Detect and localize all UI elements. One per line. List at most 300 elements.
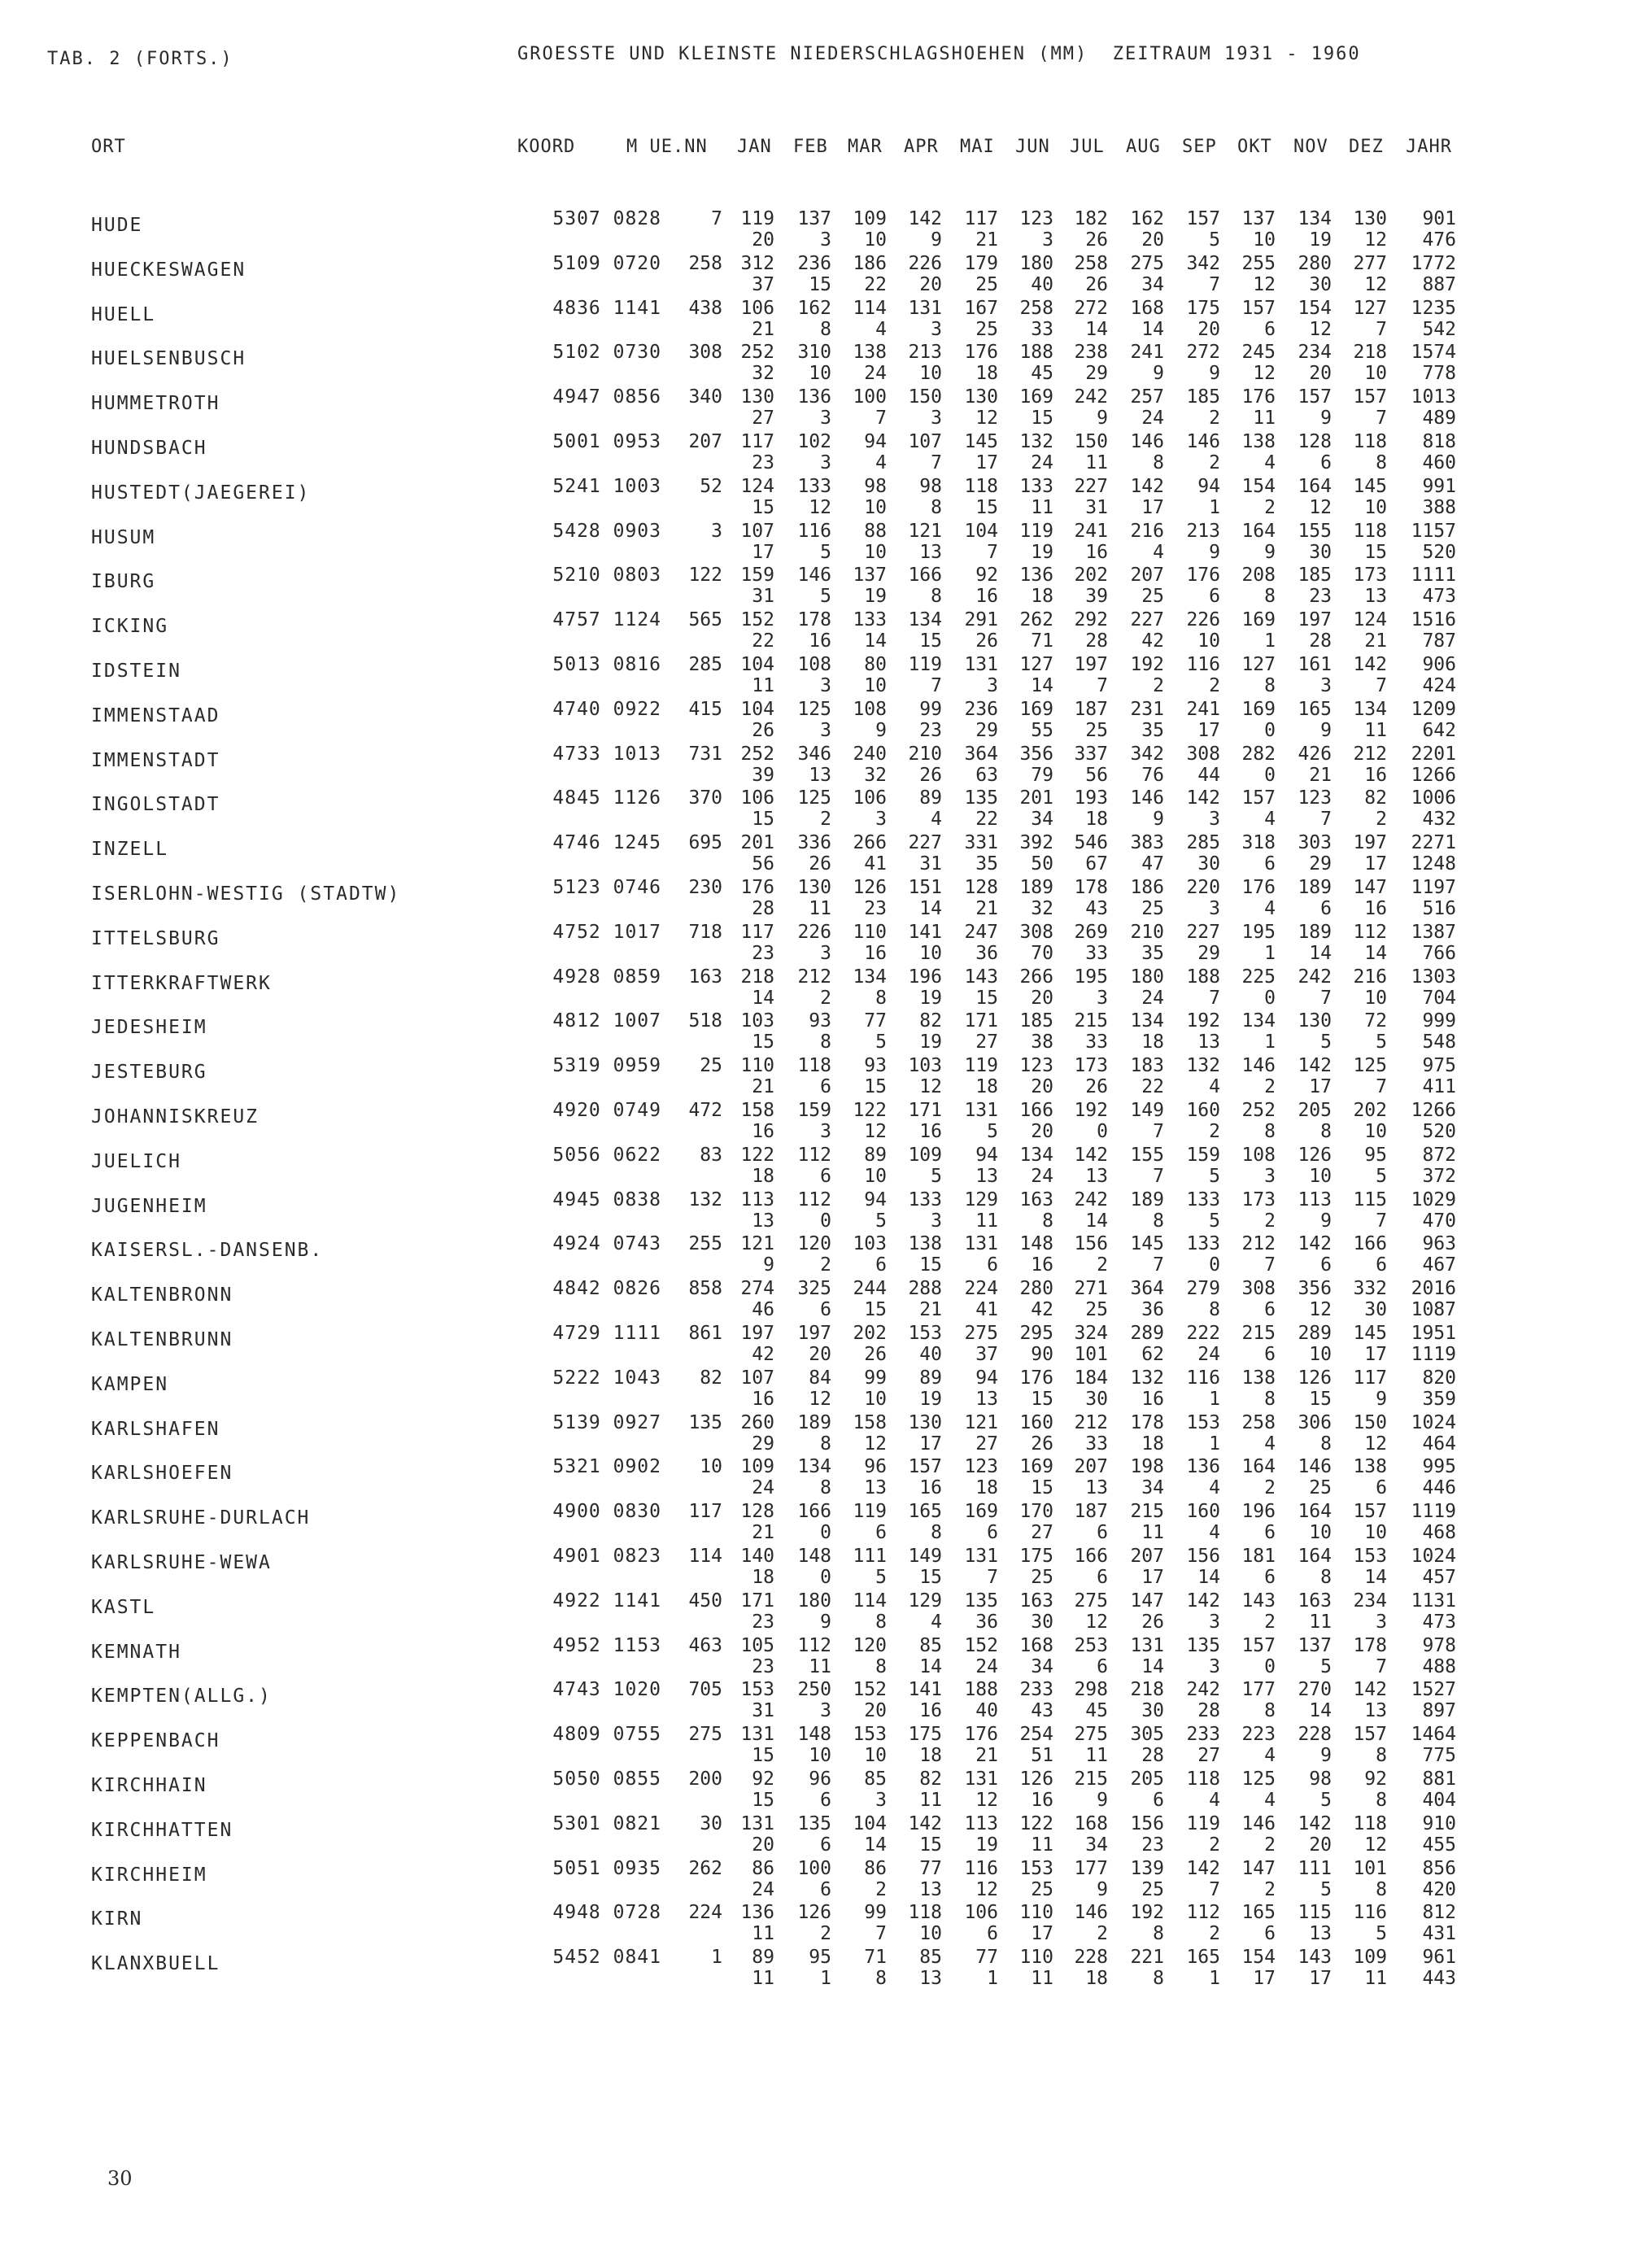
- max-value: 247: [964, 921, 998, 943]
- table-row: [0, 522, 1627, 568]
- max-value: 196: [908, 966, 942, 988]
- min-value: 2: [820, 1923, 831, 1945]
- min-value: 10: [1364, 1522, 1387, 1544]
- min-value: 8: [1153, 1210, 1164, 1232]
- max-value: 131: [964, 1546, 998, 1567]
- max-value: 356: [1298, 1278, 1332, 1300]
- max-value: 106: [740, 787, 774, 809]
- station-altitude: 262: [688, 1857, 722, 1879]
- min-value: 24: [1031, 1165, 1053, 1187]
- min-value: 9: [1320, 1745, 1332, 1767]
- min-value: 16: [919, 1700, 942, 1722]
- max-value: 901: [1422, 208, 1456, 229]
- max-value: 220: [1186, 877, 1220, 898]
- max-value: 136: [1019, 565, 1053, 587]
- column-header-month: MAR: [848, 137, 883, 157]
- max-value: 142: [1186, 1590, 1220, 1612]
- min-value: 3: [931, 408, 942, 430]
- min-value: 12: [1085, 1611, 1108, 1633]
- max-value: 124: [740, 475, 774, 497]
- min-value: 11: [1141, 1522, 1164, 1544]
- max-value: 85: [919, 1947, 942, 1969]
- max-value: 148: [797, 1724, 831, 1746]
- max-value: 812: [1422, 1902, 1456, 1924]
- max-value: 164: [1298, 475, 1332, 497]
- max-value: 282: [1241, 743, 1276, 765]
- max-value: 197: [797, 1323, 831, 1344]
- station-coordinates: 5051 0935: [552, 1857, 661, 1879]
- max-value: 227: [1130, 609, 1164, 631]
- table-row: [0, 1146, 1627, 1192]
- min-value: 6: [820, 1790, 831, 1811]
- max-value: 148: [797, 1546, 831, 1567]
- min-value: 25: [1031, 1567, 1053, 1588]
- min-value: 9: [1153, 363, 1164, 385]
- min-value: 2: [1264, 1611, 1276, 1633]
- min-value: 5: [1320, 1655, 1332, 1677]
- min-value: 12: [1253, 363, 1276, 385]
- max-value: 146: [1186, 431, 1220, 452]
- max-value: 999: [1422, 1010, 1456, 1032]
- max-value: 121: [964, 1411, 998, 1433]
- max-value: 96: [809, 1769, 831, 1790]
- max-value: 193: [1074, 787, 1108, 809]
- max-value: 142: [1298, 1233, 1332, 1255]
- min-value: 8: [1153, 1923, 1164, 1945]
- min-value: 12: [864, 1121, 887, 1142]
- min-value: 21: [975, 1745, 998, 1767]
- max-value: 312: [740, 252, 774, 274]
- max-value: 240: [853, 743, 887, 765]
- max-value: 257: [1130, 386, 1164, 408]
- max-value: 71: [864, 1947, 887, 1969]
- station-coordinates: 5428 0903: [552, 520, 661, 542]
- min-value: 13: [1364, 586, 1387, 608]
- min-value: 7: [875, 1923, 887, 1945]
- max-value: 126: [797, 1902, 831, 1924]
- max-value: 306: [1298, 1411, 1332, 1433]
- max-value: 130: [740, 386, 774, 408]
- min-value: 9: [1209, 363, 1220, 385]
- min-value: 11: [809, 1655, 831, 1677]
- max-value: 131: [964, 1100, 998, 1121]
- max-value: 143: [1298, 1947, 1332, 1969]
- min-value: 22: [975, 809, 998, 831]
- max-value: 148: [1019, 1233, 1053, 1255]
- min-value: 25: [1085, 719, 1108, 741]
- max-value: 134: [853, 966, 887, 988]
- max-value: 227: [1074, 475, 1108, 497]
- min-value: 17: [919, 1433, 942, 1455]
- min-value: 2: [820, 987, 831, 1009]
- max-value: 117: [1353, 1367, 1387, 1389]
- min-value: 704: [1422, 987, 1456, 1009]
- max-value: 157: [1353, 386, 1387, 408]
- column-header-koord: KOORD: [517, 137, 576, 157]
- max-value: 185: [1186, 386, 1220, 408]
- min-value: 3: [931, 318, 942, 340]
- max-value: 258: [1019, 297, 1053, 319]
- table-row: [0, 388, 1627, 434]
- min-value: 29: [975, 719, 998, 741]
- column-header-month: JUL: [1070, 137, 1105, 157]
- min-value: 6: [1320, 1254, 1332, 1276]
- min-value: 489: [1422, 408, 1456, 430]
- station-name: KEMPTEN(ALLG.): [91, 1686, 272, 1708]
- max-value: 112: [1186, 1902, 1220, 1924]
- station-coordinates: 5321 0902: [552, 1456, 661, 1478]
- station-altitude: 308: [688, 342, 722, 364]
- min-value: 32: [1031, 898, 1053, 919]
- min-value: 36: [975, 942, 998, 964]
- min-value: 6: [1264, 1299, 1276, 1321]
- min-value: 25: [1141, 1878, 1164, 1900]
- table-row: [0, 1191, 1627, 1236]
- max-value: 94: [975, 1367, 998, 1389]
- max-value: 105: [740, 1634, 774, 1656]
- max-value: 133: [1186, 1233, 1220, 1255]
- max-value: 176: [1186, 565, 1220, 587]
- min-value: 27: [752, 408, 774, 430]
- min-value: 3: [820, 1121, 831, 1142]
- max-value: 110: [1019, 1947, 1053, 1969]
- max-value: 135: [964, 1590, 998, 1612]
- max-value: 1024: [1411, 1546, 1456, 1567]
- max-value: 112: [797, 1189, 831, 1210]
- max-value: 89: [864, 1144, 887, 1166]
- min-value: 13: [975, 1388, 998, 1410]
- min-value: 16: [752, 1388, 774, 1410]
- max-value: 111: [1298, 1857, 1332, 1879]
- min-value: 8: [875, 1968, 887, 1990]
- min-value: 25: [1085, 1299, 1108, 1321]
- max-value: 164: [1298, 1501, 1332, 1523]
- max-value: 98: [864, 475, 887, 497]
- max-value: 142: [1186, 1857, 1220, 1879]
- max-value: 295: [1019, 1323, 1053, 1344]
- min-value: 6: [875, 1254, 887, 1276]
- max-value: 222: [1186, 1323, 1220, 1344]
- max-value: 142: [1074, 1144, 1108, 1166]
- min-value: 14: [1141, 318, 1164, 340]
- max-value: 110: [853, 921, 887, 943]
- max-value: 104: [853, 1812, 887, 1834]
- max-value: 179: [964, 252, 998, 274]
- min-value: 26: [919, 764, 942, 786]
- max-value: 197: [1298, 609, 1332, 631]
- min-value: 4: [931, 1611, 942, 1633]
- min-value: 28: [1197, 1700, 1220, 1722]
- min-value: 7: [987, 1567, 998, 1588]
- station-coordinates: 5210 0803: [552, 565, 661, 587]
- max-value: 134: [1241, 1010, 1276, 1032]
- max-value: 1387: [1411, 921, 1456, 943]
- max-value: 272: [1074, 297, 1108, 319]
- max-value: 1131: [1411, 1590, 1456, 1612]
- min-value: 90: [1031, 1344, 1053, 1365]
- min-value: 19: [864, 586, 887, 608]
- station-coordinates: 5319 0959: [552, 1055, 661, 1077]
- min-value: 4: [931, 809, 942, 831]
- max-value: 1119: [1411, 1501, 1456, 1523]
- min-value: 22: [1141, 1076, 1164, 1098]
- min-value: 14: [1309, 1700, 1332, 1722]
- max-value: 119: [908, 654, 942, 675]
- min-value: 1: [1209, 496, 1220, 518]
- min-value: 3: [820, 719, 831, 741]
- max-value: 178: [1130, 1411, 1164, 1433]
- min-value: 27: [975, 1032, 998, 1053]
- min-value: 30: [1309, 273, 1332, 295]
- column-header-month: JAN: [737, 137, 772, 157]
- min-value: 6: [1209, 586, 1220, 608]
- station-altitude: 82: [700, 1367, 722, 1389]
- station-coordinates: 4733 1013: [552, 743, 661, 765]
- max-value: 1024: [1411, 1411, 1456, 1433]
- max-value: 101: [1353, 1857, 1387, 1879]
- max-value: 308: [1241, 1278, 1276, 1300]
- table-row: [0, 700, 1627, 746]
- max-value: 162: [1130, 208, 1164, 229]
- min-value: 12: [809, 496, 831, 518]
- min-value: 26: [1141, 1611, 1164, 1633]
- max-value: 77: [864, 1010, 887, 1032]
- min-value: 4: [875, 452, 887, 473]
- station-name: KEMNATH: [91, 1641, 181, 1663]
- min-value: 2: [1264, 1477, 1276, 1499]
- min-value: 13: [752, 1210, 774, 1232]
- max-value: 337: [1074, 743, 1108, 765]
- max-value: 342: [1130, 743, 1164, 765]
- max-value: 212: [1074, 1411, 1108, 1433]
- max-value: 171: [740, 1590, 774, 1612]
- station-coordinates: 4743 1020: [552, 1679, 661, 1701]
- station-name: HUECKESWAGEN: [91, 259, 246, 281]
- max-value: 195: [1074, 966, 1108, 988]
- max-value: 147: [1353, 877, 1387, 898]
- min-value: 0: [1264, 987, 1276, 1009]
- max-value: 149: [1130, 1100, 1164, 1121]
- min-value: 468: [1422, 1522, 1456, 1544]
- min-value: 9: [1320, 1210, 1332, 1232]
- station-name: IDSTEIN: [91, 661, 181, 682]
- max-value: 244: [853, 1278, 887, 1300]
- max-value: 125: [1353, 1055, 1387, 1077]
- max-value: 991: [1422, 475, 1456, 497]
- min-value: 6: [987, 1923, 998, 1945]
- station-coordinates: 4924 0743: [552, 1233, 661, 1255]
- max-value: 165: [1186, 1947, 1220, 1969]
- max-value: 252: [1241, 1100, 1276, 1121]
- max-value: 818: [1422, 431, 1456, 452]
- min-value: 6: [820, 1299, 831, 1321]
- max-value: 107: [740, 1367, 774, 1389]
- max-value: 159: [1186, 1144, 1220, 1166]
- max-value: 185: [1298, 565, 1332, 587]
- max-value: 116: [1186, 654, 1220, 675]
- station-name: HUSUM: [91, 526, 156, 548]
- max-value: 180: [797, 1590, 831, 1612]
- max-value: 88: [864, 520, 887, 542]
- max-value: 872: [1422, 1144, 1456, 1166]
- max-value: 975: [1422, 1055, 1456, 1077]
- min-value: 787: [1422, 630, 1456, 652]
- max-value: 145: [1130, 1233, 1164, 1255]
- min-value: 13: [1085, 1165, 1108, 1187]
- min-value: 30: [1197, 853, 1220, 875]
- max-value: 146: [797, 565, 831, 587]
- max-value: 123: [1298, 787, 1332, 809]
- max-value: 166: [797, 1501, 831, 1523]
- min-value: 411: [1422, 1076, 1456, 1098]
- max-value: 107: [740, 520, 774, 542]
- min-value: 16: [752, 1121, 774, 1142]
- min-value: 8: [820, 1433, 831, 1455]
- min-value: 16: [809, 630, 831, 652]
- max-value: 197: [1074, 654, 1108, 675]
- max-value: 166: [908, 565, 942, 587]
- min-value: 2: [1264, 1076, 1276, 1098]
- max-value: 123: [1019, 1055, 1053, 1077]
- min-value: 36: [1141, 1299, 1164, 1321]
- min-value: 31: [1085, 496, 1108, 518]
- station-name: KASTL: [91, 1596, 156, 1618]
- station-coordinates: 5452 0841: [552, 1947, 661, 1969]
- max-value: 157: [1298, 386, 1332, 408]
- max-value: 99: [919, 698, 942, 720]
- station-name: ICKING: [91, 616, 169, 638]
- min-value: 4: [1264, 1745, 1276, 1767]
- min-value: 23: [1141, 1834, 1164, 1856]
- min-value: 8: [820, 1477, 831, 1499]
- max-value: 143: [1241, 1590, 1276, 1612]
- min-value: 26: [809, 853, 831, 875]
- max-value: 175: [908, 1724, 942, 1746]
- max-value: 127: [1019, 654, 1053, 675]
- min-value: 9: [1153, 809, 1164, 831]
- station-altitude: 565: [688, 609, 722, 631]
- max-value: 156: [1130, 1812, 1164, 1834]
- min-value: 8: [1153, 452, 1164, 473]
- min-value: 45: [1031, 363, 1053, 385]
- station-coordinates: 4812 1007: [552, 1010, 661, 1032]
- min-value: 11: [1085, 452, 1108, 473]
- max-value: 192: [1186, 1010, 1220, 1032]
- min-value: 23: [1309, 586, 1332, 608]
- min-value: 35: [1141, 942, 1164, 964]
- max-value: 269: [1074, 921, 1108, 943]
- station-name: INZELL: [91, 839, 169, 861]
- min-value: 359: [1422, 1388, 1456, 1410]
- min-value: 17: [1141, 1567, 1164, 1588]
- min-value: 15: [864, 1076, 887, 1098]
- max-value: 82: [1364, 787, 1387, 809]
- min-value: 51: [1031, 1745, 1053, 1767]
- min-value: 4: [1153, 541, 1164, 563]
- max-value: 254: [1019, 1724, 1053, 1746]
- max-value: 109: [908, 1144, 942, 1166]
- min-value: 3: [820, 675, 831, 696]
- max-value: 275: [1074, 1590, 1108, 1612]
- min-value: 16: [975, 586, 998, 608]
- max-value: 207: [1130, 1546, 1164, 1567]
- max-value: 169: [1019, 386, 1053, 408]
- max-value: 167: [964, 297, 998, 319]
- min-value: 10: [864, 541, 887, 563]
- max-value: 132: [1019, 431, 1053, 452]
- min-value: 21: [752, 1522, 774, 1544]
- max-value: 153: [853, 1724, 887, 1746]
- min-value: 21: [752, 1076, 774, 1098]
- min-value: 13: [919, 1968, 942, 1990]
- min-value: 18: [1141, 1433, 1164, 1455]
- min-value: 3: [875, 1790, 887, 1811]
- max-value: 426: [1298, 743, 1332, 765]
- min-value: 5: [1376, 1165, 1387, 1187]
- max-value: 85: [864, 1769, 887, 1790]
- min-value: 1248: [1411, 853, 1456, 875]
- table-row: [0, 745, 1627, 791]
- max-value: 113: [1298, 1189, 1332, 1210]
- min-value: 11: [752, 1923, 774, 1945]
- max-value: 260: [740, 1411, 774, 1433]
- min-value: 6: [820, 1165, 831, 1187]
- max-value: 131: [908, 297, 942, 319]
- min-value: 10: [1364, 987, 1387, 1009]
- max-value: 99: [864, 1367, 887, 1389]
- min-value: 0: [820, 1522, 831, 1544]
- max-value: 189: [1298, 921, 1332, 943]
- station-altitude: 3: [711, 520, 722, 542]
- min-value: 29: [1197, 942, 1220, 964]
- min-value: 488: [1422, 1655, 1456, 1677]
- max-value: 130: [797, 877, 831, 898]
- max-value: 176: [1241, 877, 1276, 898]
- min-value: 5: [875, 1210, 887, 1232]
- station-name: HUELSENBUSCH: [91, 348, 246, 370]
- min-value: 3: [820, 408, 831, 430]
- min-value: 775: [1422, 1745, 1456, 1767]
- max-value: 176: [964, 342, 998, 364]
- min-value: 43: [1031, 1700, 1053, 1722]
- max-value: 2016: [1411, 1278, 1456, 1300]
- min-value: 1: [1209, 1968, 1220, 1990]
- station-coordinates: 4901 0823: [552, 1546, 661, 1567]
- max-value: 223: [1241, 1724, 1276, 1746]
- max-value: 364: [1130, 1278, 1164, 1300]
- max-value: 215: [1130, 1501, 1164, 1523]
- station-name: HUMMETROTH: [91, 393, 220, 415]
- max-value: 131: [964, 1769, 998, 1790]
- column-header-month: DEZ: [1349, 137, 1384, 157]
- max-value: 275: [964, 1323, 998, 1344]
- max-value: 202: [1353, 1100, 1387, 1121]
- min-value: 2: [875, 1878, 887, 1900]
- column-header-month: JUN: [1015, 137, 1050, 157]
- min-value: 431: [1422, 1923, 1456, 1945]
- max-value: 198: [1130, 1456, 1164, 1478]
- min-value: 8: [1320, 1433, 1332, 1455]
- min-value: 8: [1264, 1121, 1276, 1142]
- max-value: 120: [797, 1233, 831, 1255]
- max-value: 116: [1353, 1902, 1387, 1924]
- max-value: 546: [1074, 832, 1108, 854]
- min-value: 31: [752, 1700, 774, 1722]
- station-altitude: 224: [688, 1902, 722, 1924]
- max-value: 336: [797, 832, 831, 854]
- min-value: 10: [1253, 229, 1276, 251]
- min-value: 32: [752, 363, 774, 385]
